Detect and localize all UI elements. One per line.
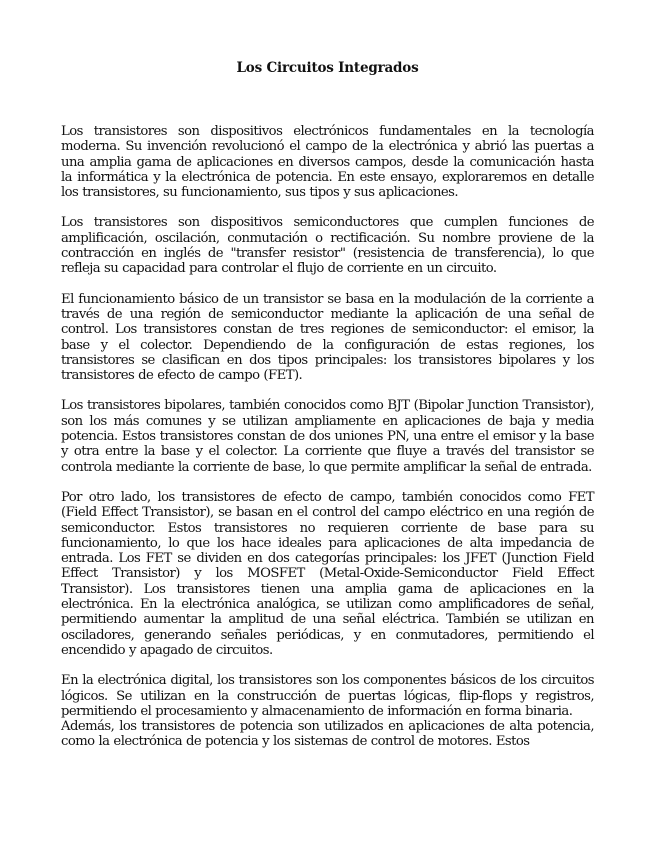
document-body bbox=[61, 124, 594, 750]
paragraph-operation: El funcionamiento básico de un transistor se basa en la modulación de la corriente a través de una región de semiconductor mediante la aplicación de una señal de control. Los transistores constan de tres regiones de semiconductor: el emisor, la base y el colector. Dependiendo de la configuración de estas regiones, los transistores se clasifican en dos tipos principales: los transistores bipolares y los transistores de efecto de campo (FET). bbox=[61, 291, 594, 384]
paragraph-power: Además, los transistores de potencia son utilizados en aplicaciones de alta potencia, como la electrónica de potencia y los sistemas de control de motores. Estos bbox=[61, 719, 594, 750]
paragraph-bjt: Los transistores bipolares, también conocidos como BJT (Bipolar Junction Transistor), son los más comunes y se utilizan ampliamente en aplicaciones de baja y media potencia. Estos transistores constan de dos uniones PN, una entre el emisor y la base y otra entre la base y el colector. La corriente que fluye a través del transistor se controla mediante la corriente de base, lo que permite amplificar la señal de entrada. bbox=[61, 398, 594, 475]
paragraph-definition: Los transistores son dispositivos semiconductores que cumplen funciones de amplificación, oscilación, conmutación o rectificación. Su nombre proviene de la contracción en inglés de "transfer resistor" (resistencia de transferencia), lo que refleja su capacidad para controlar el flujo de corriente en un circuito. bbox=[61, 215, 594, 277]
paragraph-digital: En la electrónica digital, los transistores son los componentes básicos de los circuitos lógicos. Se utilizan en la construcción de puertas lógicas, flip-flops y registros, permitiendo el procesamiento y almacenamiento de información en forma binaria. bbox=[61, 673, 594, 719]
paragraph-intro: Los transistores son dispositivos electrónicos fundamentales en la tecnología moderna. Su invención revolucionó el campo de la electrónica y abrió las puertas a una amplia gama de aplicaciones en diversos campos, desde la comunicación hasta la informática y la electrónica de potencia. En este ensayo, exploraremos en detalle los transistores, su funcionamiento, sus tipos y sus aplicaciones. bbox=[61, 124, 594, 201]
document-title: Los Circuitos Integrados bbox=[236, 60, 419, 76]
paragraph-fet: Por otro lado, los transistores de efecto de campo, también conocidos como FET (Field Effect Transistor), se basan en el control del campo eléctrico en una región de semiconductor. Estos transistores no requieren corriente de base para su funcionamiento, lo que los hace ideales para aplicaciones de alta impedancia de entrada. Los FET se dividen en dos categorías principales: los JFET (Junction Field Effect Transistor) y los MOSFET (Metal-Oxide-Semiconductor Field Effect Transistor). Los transistores tienen una amplia gama de aplicaciones en la electrónica. En la electrónica analógica, se utilizan como amplificadores de señal, permitiendo aumentar la amplitud de una señal eléctrica. También se utilizan en osciladores, generando señales periódicas, y en conmutadores, permitiendo el encendido y apagado de circuitos. bbox=[61, 489, 594, 658]
